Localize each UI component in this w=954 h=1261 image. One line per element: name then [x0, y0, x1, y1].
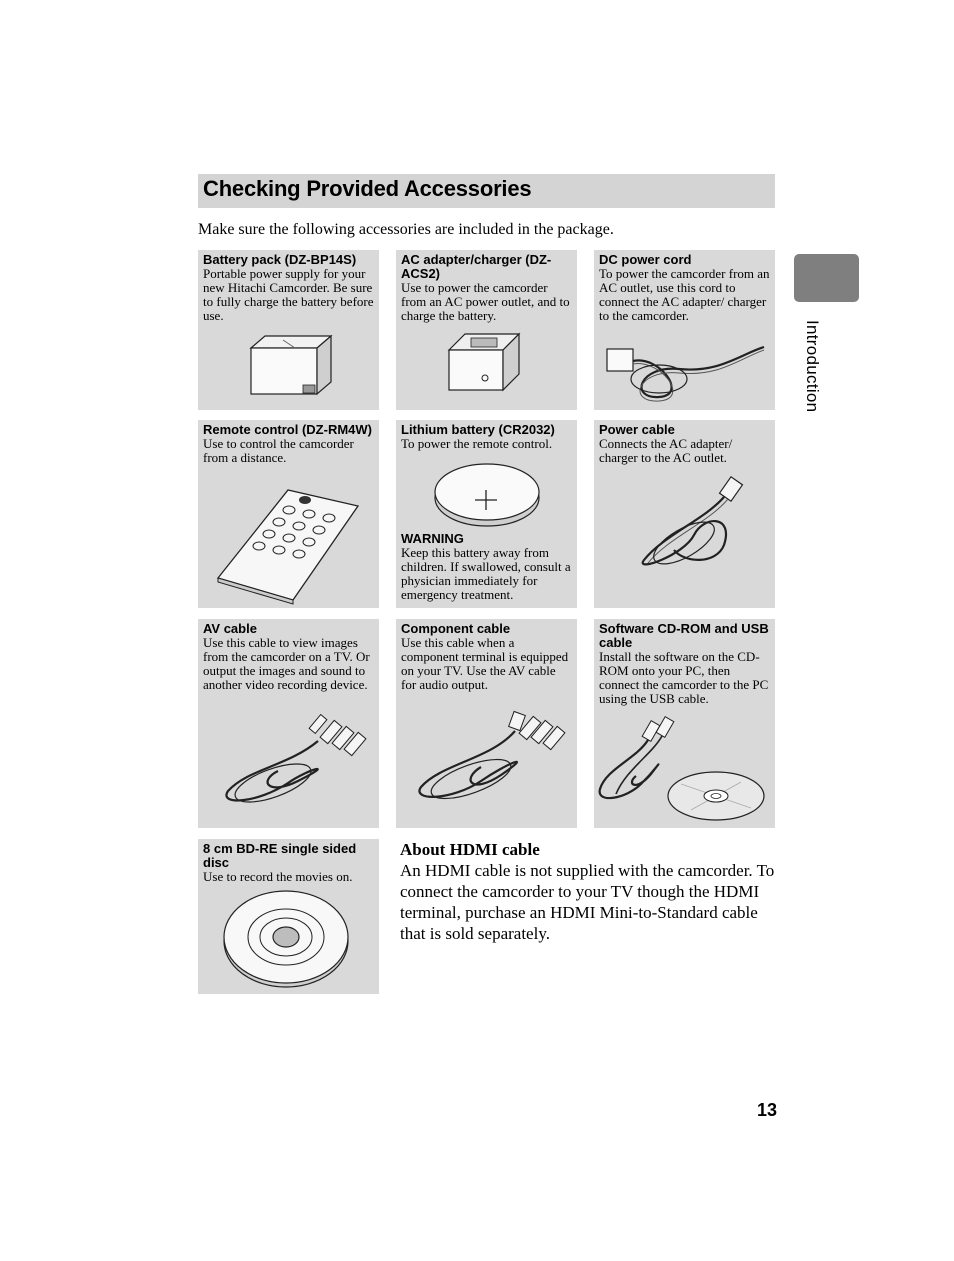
- item-name: AC adapter/charger (DZ-ACS2): [401, 252, 552, 281]
- ac-adapter-icon: [441, 330, 531, 400]
- accessory-power-cable: [594, 420, 775, 608]
- item-name: Power cable: [599, 422, 675, 437]
- coin-battery-icon: [432, 460, 542, 530]
- dc-cord-icon: [599, 335, 769, 407]
- hdmi-heading: About HDMI cable: [400, 840, 540, 859]
- intro-text: Make sure the following accessories are included in the package.: [198, 221, 614, 238]
- cd-usb-icon: [596, 714, 771, 824]
- hdmi-note: [400, 839, 780, 944]
- section-title-bar: [198, 174, 775, 208]
- warning-text: Keep this battery away from children. If swallowed, consult a physician immediately for emergency treatment.: [401, 545, 571, 602]
- accessory-battery-pack: [198, 250, 379, 410]
- item-description: To power the camcorder from an AC outlet, use this cord to connect the AC adapter/ charger to the camcorder.: [599, 266, 770, 323]
- page-title: Checking Provided Accessories: [203, 176, 532, 201]
- remote-control-icon: [213, 488, 363, 606]
- item-name: 8 cm BD-RE single sided disc: [203, 841, 357, 870]
- item-description: Use to power the camcorder from an AC power outlet, and to charge the battery.: [401, 280, 570, 323]
- item-name: DC power cord: [599, 252, 692, 267]
- accessory-av-cable: [198, 619, 379, 828]
- chapter-tab: [794, 254, 859, 302]
- chapter-label: Introduction: [803, 320, 822, 413]
- battery-pack-icon: [243, 330, 343, 400]
- accessory-ac-adapter: [396, 250, 577, 410]
- hdmi-text: An HDMI cable is not supplied with the camcorder. To connect the camcorder to your TV though the HDMI terminal, purchase an HDMI Mini-to-Standard cable that is sold separately.: [400, 861, 775, 943]
- warning-title: WARNING: [401, 531, 464, 546]
- accessory-component-cable: [396, 619, 577, 828]
- page-number: 13: [757, 1100, 778, 1120]
- item-description: Connects the AC adapter/ charger to the AC outlet.: [599, 436, 733, 465]
- item-description: Portable power supply for your new Hitachi Camcorder. Be sure to fully charge the battery before use.: [203, 266, 374, 323]
- item-name: AV cable: [203, 621, 257, 636]
- item-description: Install the software on the CD-ROM onto your PC, then connect the camcorder to the PC using the USB cable.: [599, 649, 769, 706]
- item-name: Component cable: [401, 621, 511, 636]
- item-name: Battery pack (DZ-BP14S): [203, 252, 357, 267]
- item-description: Use to record the movies on.: [203, 869, 353, 884]
- item-name: Lithium battery (CR2032): [401, 422, 555, 437]
- disc-icon: [223, 889, 353, 989]
- item-description: Use this cable when a component terminal is equipped on your TV. Use the AV cable for audio output.: [401, 635, 569, 692]
- item-description: Use to control the camcorder from a distance.: [203, 436, 354, 465]
- accessory-cd-rom-usb: [594, 619, 775, 828]
- power-cable-icon: [624, 475, 754, 575]
- av-cable-icon: [218, 711, 368, 821]
- item-description: To power the remote control.: [401, 436, 553, 451]
- accessory-bd-re-disc: [198, 839, 379, 994]
- item-description: Use this cable to view images from the camcorder on a TV. Or output the images and sound to another video recording device.: [203, 635, 370, 692]
- component-cable-icon: [411, 709, 566, 819]
- accessory-dc-power-cord: [594, 250, 775, 410]
- accessory-lithium-battery: [396, 420, 577, 608]
- item-name: Remote control (DZ-RM4W): [203, 422, 372, 437]
- item-name: Software CD-ROM and USB cable: [599, 621, 769, 650]
- accessory-remote-control: [198, 420, 379, 608]
